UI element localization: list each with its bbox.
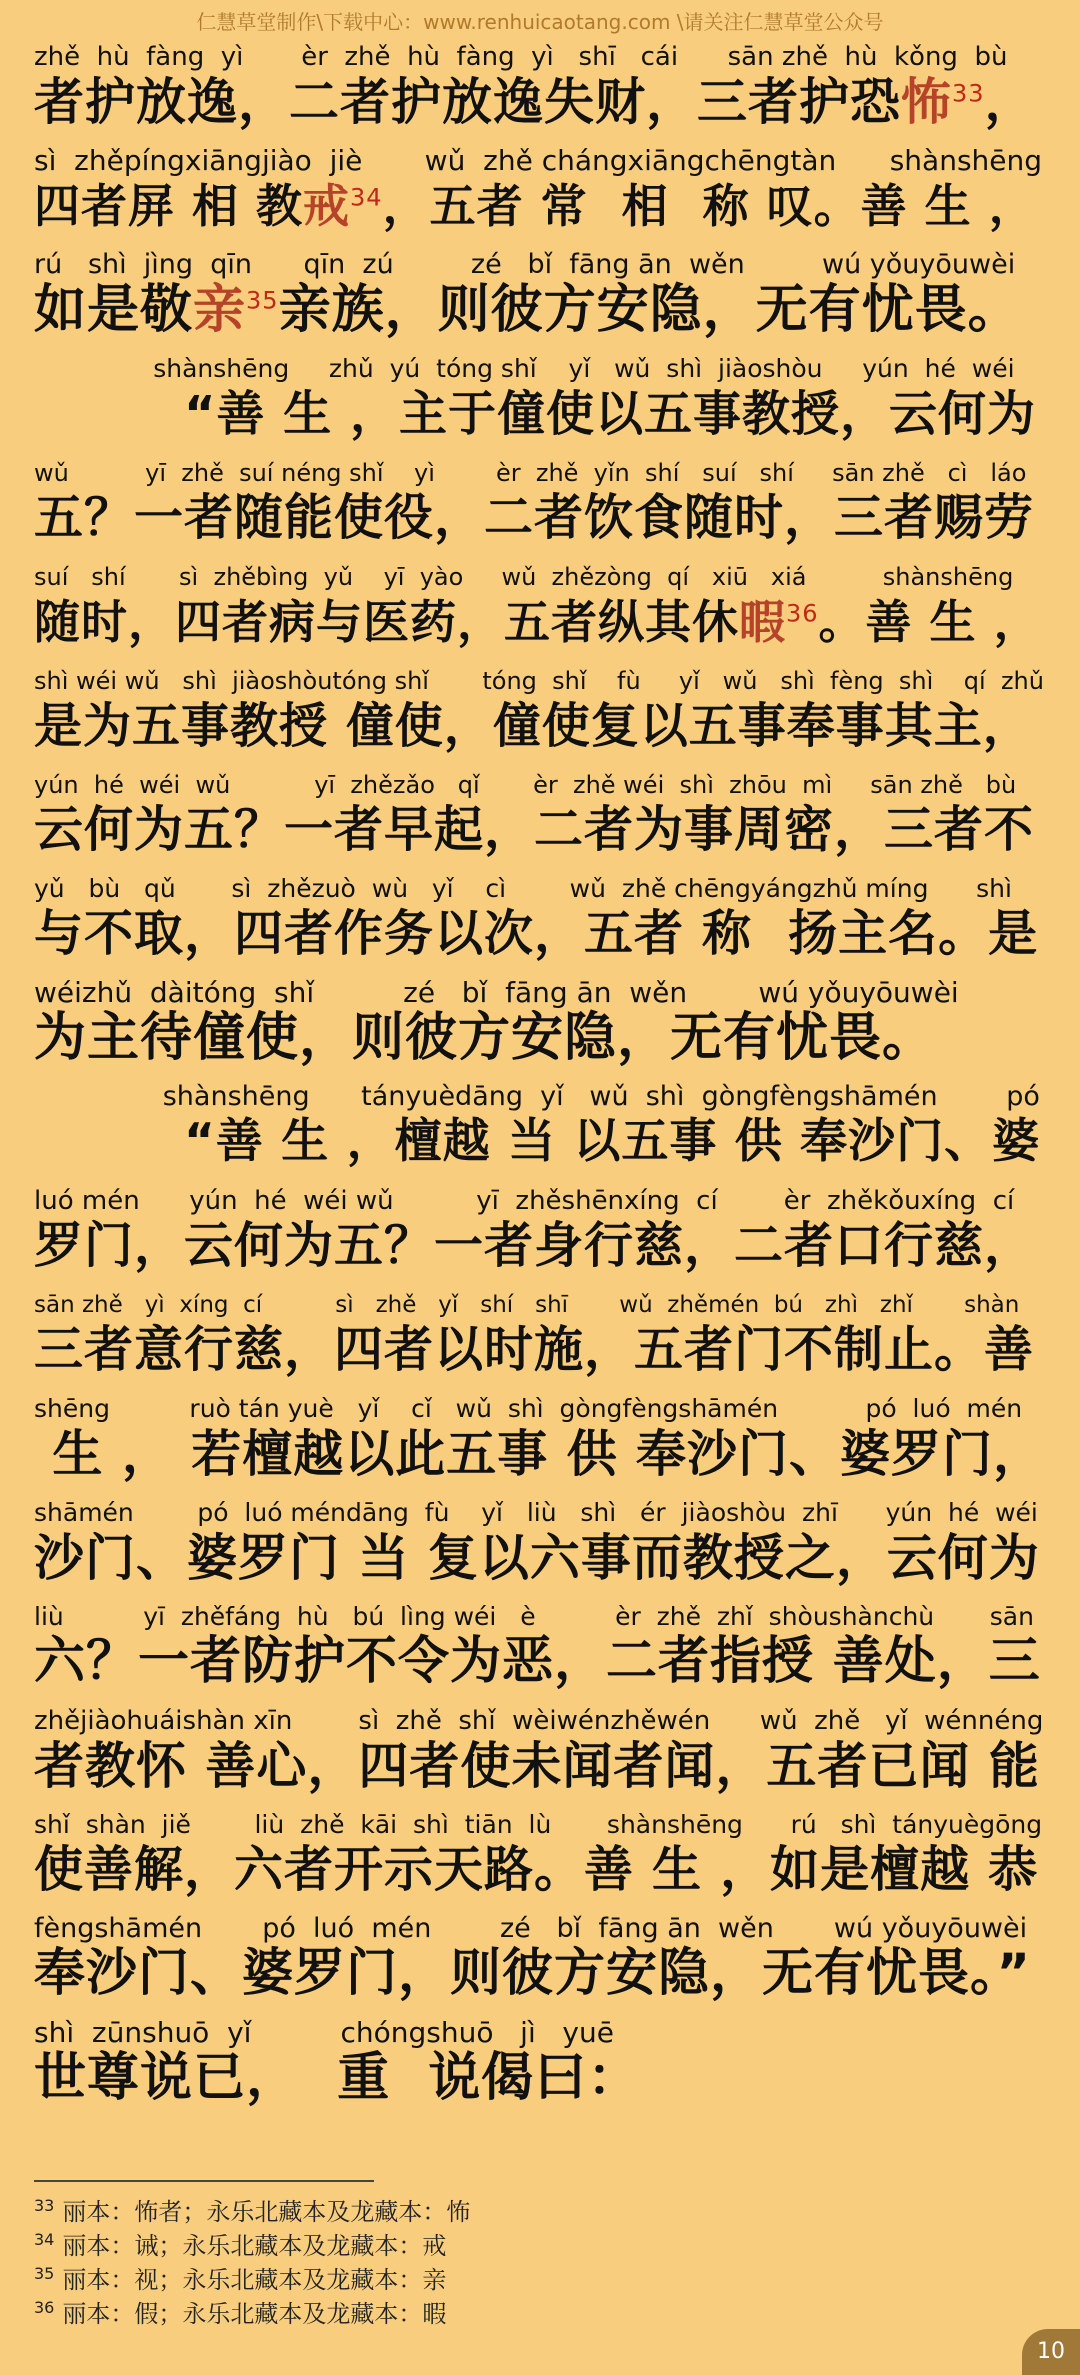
hanzi-text: 使善解，六者开示天路。善 生 ，如是檀越 恭 xyxy=(34,1841,1039,1898)
pinyin-line: wéizhǔ dàitóng shǐ zé bǐ fāng ān wěn wú yǒuyōuwèi xyxy=(34,976,959,1009)
pinyin-line: liù yī zhěfáng hù bú lìng wéi è èr zhě zhǐ shòushànchù sān xyxy=(34,1602,1034,1631)
hanzi-text: ，五者 常 相 称 叹。善 生 ， xyxy=(382,179,1036,233)
hanzi-text: 亲族，则彼方安隐，无有忧畏。 xyxy=(278,280,1021,340)
text-line xyxy=(34,768,1054,872)
hanzi-line xyxy=(34,798,1034,862)
hanzi-text: 为主待僮使，则彼方安隐，无有忧畏。 xyxy=(34,1008,936,1068)
hanzi-text: 随时，四者病与医药，五者纵其休 xyxy=(34,595,739,649)
hanzi-text: 罗门，云何为五？一者身行慈，二者口行慈， xyxy=(34,1217,1035,1274)
text-line xyxy=(34,1184,1054,1288)
footnote-divider xyxy=(34,2180,374,2182)
hanzi-line xyxy=(184,1110,1040,1174)
pinyin-line: yún hé wéi wǔ yī zhězǎo qǐ èr zhě wéi shì zhōu mì sān zhě bù xyxy=(34,771,1017,799)
hanzi-line xyxy=(34,1838,1038,1902)
footnote-item xyxy=(34,2297,934,2331)
page-number: 10 xyxy=(1022,2329,1080,2375)
text-line xyxy=(34,40,1054,144)
hanzi-text: 六？一者防护不令为恶，二者指授 善处，三 xyxy=(34,1632,1041,1691)
footnote-text: 丽本：假；永乐北藏本及龙藏本：暇 xyxy=(62,2300,447,2328)
text-line xyxy=(34,1392,1054,1496)
hanzi-line xyxy=(184,382,1036,446)
pinyin-line: sì zhěpíngxiāngjiào jiè wǔ zhě chángxiāngchēngtàn shànshēng xyxy=(34,144,1043,177)
footnote-text: 丽本：怖者；永乐北藏本及龙藏本：怖 xyxy=(62,2198,471,2226)
hanzi-text: 。善 生 ， xyxy=(818,595,1041,649)
pinyin-line: rú shì jìng qīn qīn zú zé bǐ fāng ān wěn wú yǒuyōuwèi xyxy=(34,249,1016,280)
text-line xyxy=(34,456,1054,560)
text-line xyxy=(34,144,1054,248)
pinyin-line: shànshēng zhǔ yú tóng shǐ yǐ wǔ shì jiàoshòu yún hé wéi xyxy=(34,354,1015,383)
hanzi-line xyxy=(34,1526,1040,1590)
variant-character: 暇 xyxy=(739,595,786,649)
hanzi-text: 者教怀 善心，四者使未闻者闻，五者已闻 能 xyxy=(34,1737,1040,1795)
text-line xyxy=(34,1808,1054,1912)
pinyin-line: suí shí sì zhěbìng yǔ yī yào wǔ zhězòng qí xiū xiá shànshēng xyxy=(34,563,1014,591)
hanzi-line xyxy=(34,902,1038,966)
hanzi-line xyxy=(34,2046,640,2110)
text-line xyxy=(34,1704,1054,1808)
hanzi-text: 四者屏 相 教 xyxy=(34,179,304,233)
variant-character: 戒 xyxy=(303,179,351,233)
text-line xyxy=(34,664,1054,768)
pinyin-line: zhě hù fàng yì èr zhě hù fàng yì shī cái sān zhě hù kǒng bù xyxy=(34,42,1008,72)
footnote-number: 35 xyxy=(34,2264,55,2283)
hanzi-line xyxy=(34,174,1036,238)
hanzi-text: 三者意行慈，四者以时施，五者门不制止。善 xyxy=(34,1321,1035,1378)
hanzi-line xyxy=(34,694,1032,758)
pinyin-line: shǐ shàn jiě liù zhě kāi shì tiān lù shànshēng rú shì tányuègōng xyxy=(34,1810,1043,1839)
sutra-text xyxy=(34,40,1054,2120)
footnote-ref[interactable]: 33 xyxy=(952,79,985,108)
text-line xyxy=(34,1912,1054,2016)
pinyin-line: wǔ yī zhě suí néng shǐ yì èr zhě yǐn shí suí shí sān zhě cì láo xyxy=(34,459,1027,487)
pinyin-line: shì wéi wǔ shì jiàoshòutóng shǐ tóng shǐ fù yǐ wǔ shì fèng shì qí zhǔ xyxy=(34,667,1044,695)
footnote-text: 丽本：诫；永乐北藏本及龙藏本：戒 xyxy=(62,2232,447,2260)
text-line xyxy=(34,352,1054,456)
hanzi-line xyxy=(34,1942,1031,2006)
text-line xyxy=(34,1600,1054,1704)
text-line xyxy=(34,976,1054,1080)
hanzi-text: 奉沙门、婆罗门，则彼方安隐，无有忧畏。” xyxy=(34,1944,1032,2003)
hanzi-text: “善 生 ，主于僮使以五事教授，云何为 xyxy=(184,386,1036,442)
hanzi-line xyxy=(34,278,1021,342)
footnotes xyxy=(34,2195,934,2331)
hanzi-text: “善 生 ，檀越 当 以五事 供 奉沙门、婆 xyxy=(184,1114,1041,1169)
hanzi-text: 世尊说已， 重 说偈曰： xyxy=(34,2048,641,2108)
pinyin-line: shànshēng tányuèdāng yǐ wǔ shì gòngfèngshāmén pó xyxy=(34,1081,1040,1112)
pinyin-line: yǔ bù qǔ sì zhězuò wù yǐ cì wǔ zhě chēngyángzhǔ míng shì xyxy=(34,874,1012,903)
hanzi-text: 与不取，四者作务以次，五者 称 扬主名。是 xyxy=(34,905,1039,962)
page-header: 仁慧草堂制作\下载中心：www.renhuicaotang.com \请关注仁慧草堂公众号 xyxy=(196,10,884,34)
footnote-ref[interactable]: 36 xyxy=(786,599,819,628)
hanzi-line xyxy=(34,70,1036,134)
text-line xyxy=(34,1288,1054,1392)
footnote-item xyxy=(34,2229,934,2263)
footnote-ref[interactable]: 34 xyxy=(350,183,383,212)
variant-character: 怖 xyxy=(901,73,952,131)
footnote-number: 33 xyxy=(34,2196,55,2215)
hanzi-text: 如是敬 xyxy=(34,280,194,340)
footnote-item xyxy=(34,2263,934,2297)
pinyin-line: luó mén yún hé wéi wǔ yī zhěshēnxíng cí èr zhěkǒuxíng cí xyxy=(34,1186,1015,1216)
text-line xyxy=(34,560,1054,664)
footnote-text: 丽本：视；永乐北藏本及龙藏本：亲 xyxy=(62,2266,447,2294)
footnote-ref[interactable]: 35 xyxy=(246,286,279,315)
hanzi-line xyxy=(34,590,1041,654)
hanzi-line xyxy=(34,1214,1034,1278)
variant-character: 亲 xyxy=(193,280,247,340)
hanzi-text: 云何为五？一者早起，二者为事周密，三者不 xyxy=(34,801,1035,858)
hanzi-line xyxy=(34,1318,1034,1382)
hanzi-line xyxy=(34,1006,935,1070)
text-line xyxy=(34,1080,1054,1184)
text-line xyxy=(34,872,1054,976)
pinyin-line: fèngshāmén pó luó mén zé bǐ fāng ān wěn wú yǒuyōuwèi xyxy=(34,1913,1028,1944)
hanzi-line xyxy=(34,486,1034,550)
footnote-number: 34 xyxy=(34,2230,55,2249)
hanzi-text: 是为五事教授 僮使，僮使复以五事奉事其主， xyxy=(34,698,1032,754)
pinyin-line: shāmén pó luó méndāng fù yǐ liù shì ér jiàoshòu zhī yún hé wéi xyxy=(34,1498,1038,1527)
text-line xyxy=(34,2016,1054,2120)
text-line xyxy=(34,248,1054,352)
pinyin-line: zhějiàohuáishàn xīn sì zhě shǐ wèiwénzhěwén wǔ zhě yǐ wénnéng xyxy=(34,1706,1044,1736)
text-line xyxy=(34,1496,1054,1600)
hanzi-line xyxy=(34,1422,1044,1486)
hanzi-text: 五？一者随能使役，二者饮食随时，三者赐劳 xyxy=(34,489,1035,546)
hanzi-text: ， xyxy=(984,73,1036,131)
hanzi-text: 者护放逸，二者护放逸失财，三者护恐 xyxy=(34,73,901,131)
hanzi-text: 沙门、婆罗门 当 复以六事而教授之，云何为 xyxy=(34,1529,1040,1587)
pinyin-line: shēng ruò tán yuè yǐ cǐ wǔ shì gòngfèngshāmén pó luó mén xyxy=(34,1394,1023,1423)
hanzi-line xyxy=(34,1630,1041,1694)
hanzi-line xyxy=(34,1734,1040,1798)
pinyin-line: shì zūnshuō yǐ chóngshuō jì yuē xyxy=(34,2016,614,2049)
pinyin-line: sān zhě yì xíng cí sì zhě yǐ shí shī wǔ zhěmén bú zhì zhǐ shàn xyxy=(34,1292,1020,1318)
hanzi-text: 生 ， 若檀越以此五事 供 奉沙门、婆罗门， xyxy=(34,1425,1045,1483)
footnote-item xyxy=(34,2195,934,2229)
footnote-number: 36 xyxy=(34,2298,55,2317)
